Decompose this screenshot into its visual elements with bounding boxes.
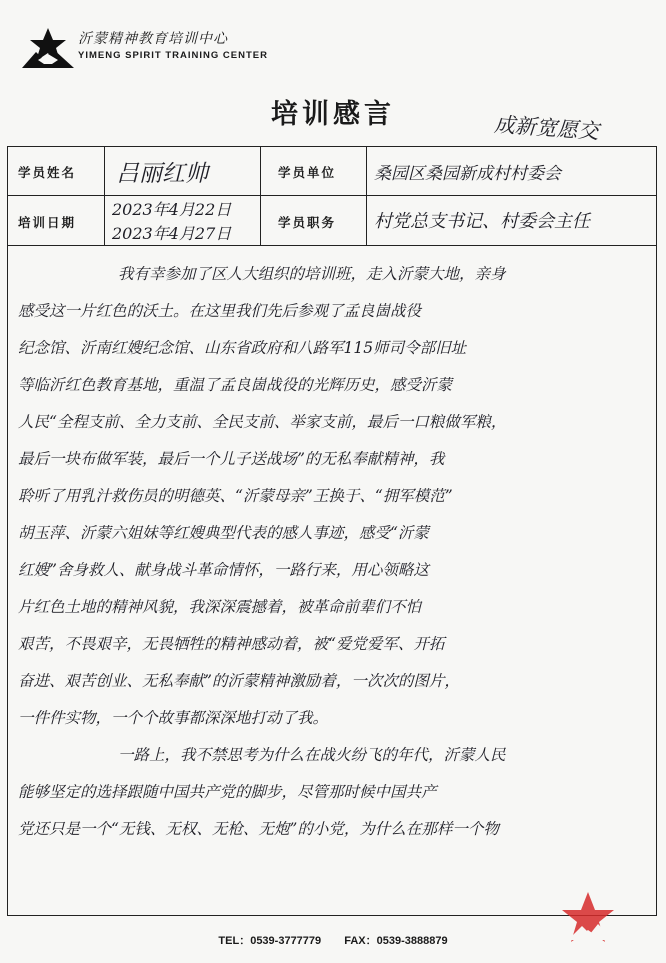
column-divider bbox=[260, 147, 261, 245]
position-value: 村党总支书记、村委会主任 bbox=[374, 211, 590, 232]
reflection-body bbox=[18, 252, 648, 907]
body-line: 等临沂红色教育基地，重温了孟良崮战役的光辉历史，感受沂蒙 bbox=[18, 376, 453, 394]
body-line: 人民“全程支前、全力支前、全民支前、举家支前，最后一口粮做军粮， bbox=[18, 413, 507, 431]
body-line: 我有幸参加了区人大组织的培训班，走入沂蒙大地，亲身 bbox=[118, 265, 506, 283]
handwritten-note: 成新宽愿交 bbox=[493, 112, 600, 144]
position-label: 学员职务 bbox=[278, 215, 337, 230]
row-divider bbox=[8, 195, 656, 196]
row-divider bbox=[8, 245, 656, 246]
body-line: 红嫂”舍身救人、献身战斗革命情怀，一路行来，用心领略这 bbox=[18, 561, 429, 579]
body-line: 胡玉萍、沂蒙六姐妹等红嫂典型代表的感人事迹，感受“沂蒙 bbox=[18, 524, 429, 542]
page-title: 培训感言 bbox=[271, 99, 395, 130]
body-line: 最后一块布做军装，最后一个儿子送战场”的无私奉献精神，我 bbox=[18, 450, 445, 468]
body-line: 艰苦，不畏艰辛，无畏牺牲的精神感动着，被“爱党爱军、开拓 bbox=[18, 635, 445, 653]
body-line: 片红色土地的精神风貌，我深深震撼着，被革命前辈们不怕 bbox=[18, 598, 422, 616]
column-divider bbox=[104, 147, 105, 245]
body-line: 一路上，我不禁思考为什么在战火纷飞的年代，沂蒙人民 bbox=[118, 746, 506, 764]
body-line: 奋进、艰苦创业、无私奉献”的沂蒙精神激励着，一次次的图片， bbox=[18, 672, 460, 690]
body-line: 聆听了用乳汁救伤员的明德英、“沂蒙母亲”王换于、“拥军模范” bbox=[18, 487, 453, 505]
body-line: 纪念馆、沂南红嫂纪念馆、山东省政府和八路军115师司令部旧址 bbox=[18, 339, 467, 357]
name-value: 吕丽红帅 bbox=[116, 161, 208, 187]
red-star-icon bbox=[560, 890, 616, 946]
reflection-form bbox=[7, 146, 657, 916]
body-line: 一件件实物，一个个故事都深深地打动了我。 bbox=[18, 709, 329, 727]
org-name-en: YIMENG SPIRIT TRAINING CENTER bbox=[78, 50, 268, 61]
body-line: 能够坚定的选择跟随中国共产党的脚步，尽管那时候中国共产 bbox=[18, 783, 437, 801]
date-label: 培训日期 bbox=[18, 215, 77, 230]
fax-number: FAX：0539-3888879 bbox=[344, 935, 448, 947]
org-header bbox=[22, 26, 322, 70]
date-start: 2023年4月22日 bbox=[112, 200, 232, 219]
unit-value: 桑园区桑园新成村村委会 bbox=[374, 164, 561, 184]
column-divider bbox=[366, 147, 367, 245]
name-label: 学员姓名 bbox=[18, 165, 77, 180]
star-mountain-logo-icon bbox=[22, 26, 74, 68]
body-line: 感受这一片红色的沃土。在这里我们先后参观了孟良崮战役 bbox=[18, 302, 422, 320]
org-name-cn: 沂蒙精神教育培训中心 bbox=[78, 31, 228, 47]
phone-number: TEL：0539-3777779 bbox=[218, 935, 322, 947]
body-line: 党还只是一个“无钱、无权、无枪、无炮”的小党，为什么在那样一个物 bbox=[18, 820, 499, 838]
unit-label: 学员单位 bbox=[278, 165, 337, 180]
date-end: 2023年4月27日 bbox=[112, 224, 232, 243]
